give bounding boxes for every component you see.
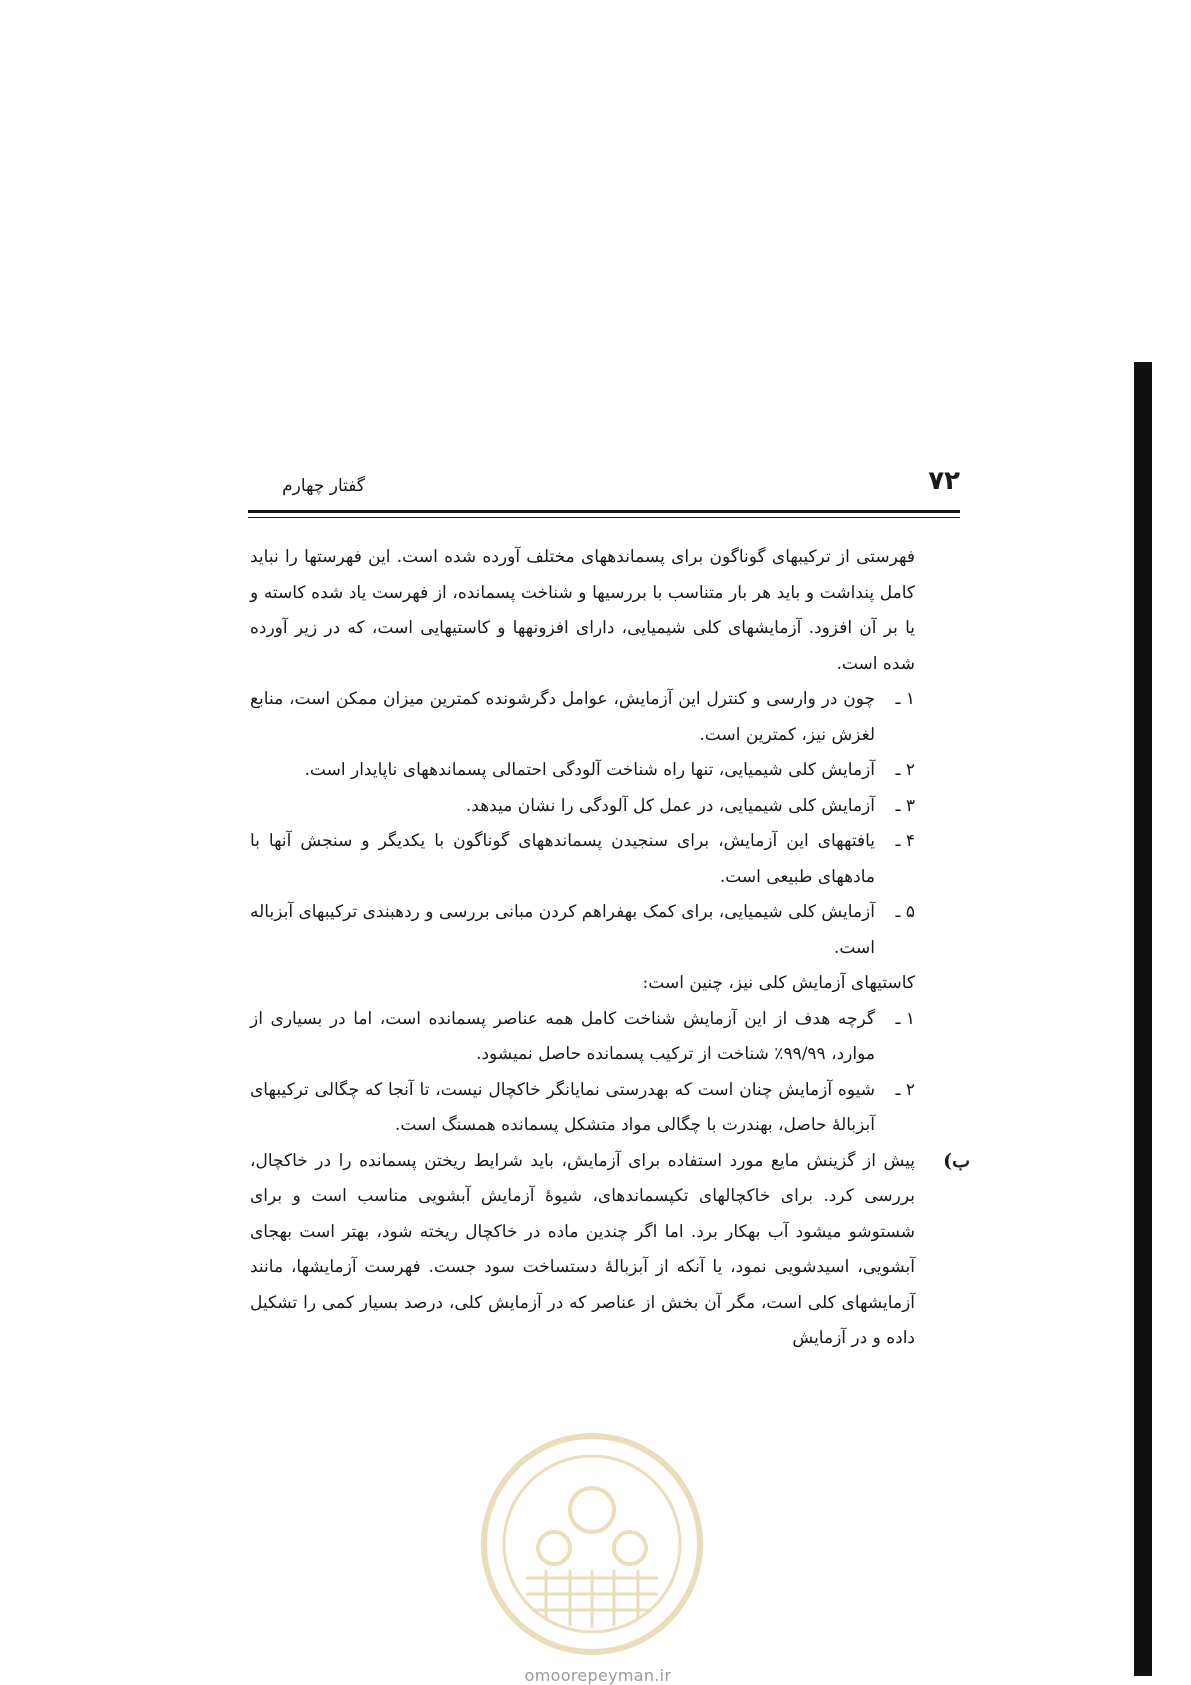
section-b-paragraph: پیش از گزینش مایع مورد استفاده برای آزمایش، باید شرایط ریختن پسمانده را در خاکچال، بررسی کرد. برای خاکچالهای تکپسماندهای، شیوهٔ آزمایش آبشویی مناسب است و برای شستوشو میشود آب بهکار برد. اما اگر چندین ماده در خاکچال ریخته شود، بهتر است بهجای آبشویی، اسیدشویی نمود، یا آنکه از آبزبالهٔ دستساخت سود جست. فهرست آزمایشها، مانند آزمایشهای کلی است، مگر آن بخش از عناصر که در آزمایش کلی، درصد بسیار کمی را تشکیل داده و در آزمایش xyxy=(250,1150,915,1348)
header-rule-thick xyxy=(248,510,960,513)
running-header xyxy=(248,466,960,506)
list-item-text: آزمایش کلی شیمیایی، تنها راه شناخت آلودگی احتمالی پسماندههای ناپایدار است. xyxy=(304,760,875,780)
list-item-number: ۲ ـ xyxy=(895,1079,915,1100)
list-item xyxy=(250,682,915,753)
scan-edge-bar xyxy=(1134,362,1152,1676)
list-item-text: چون در وارسی و کنترل این آزمایش، عوامل دگرشونده کمترین میزان ممکن است، منابع لغزش نیز، کمترین است. xyxy=(250,689,875,745)
disadvantages-list xyxy=(250,1002,915,1144)
disadvantages-heading: کاستیهای آزمایش کلی نیز، چنین است: xyxy=(642,973,915,993)
list-item-number: ۱ ـ xyxy=(895,1008,915,1029)
list-item-number: ۵ ـ xyxy=(895,902,915,922)
section-b-label: ب) xyxy=(943,1149,970,1172)
list-item-number: ۳ ـ xyxy=(895,795,915,816)
list-item-text: آزمایش کلی شیمیایی، در عمل کل آلودگی را نشان میدهد. xyxy=(465,795,875,816)
advantages-list xyxy=(250,682,915,966)
list-item xyxy=(250,789,915,825)
header-rule-thin xyxy=(248,517,960,518)
list-item-text: گرچه هدف از این آزمایش شناخت کامل همه عناصر پسمانده است، اما در بسیاری از موارد، ۹۹/۹۹٪ شناخت از ترکیب پسمانده حاصل نمیشود. xyxy=(250,1008,875,1064)
list-item-number: ۱ ـ xyxy=(895,689,915,709)
page-number: ۷۲ xyxy=(928,466,960,496)
intro-paragraph: فهرستی از ترکیبهای گوناگون برای پسماندههای مختلف آورده شده است. این فهرستها را نباید کامل پنداشت و باید هر بار متناسب با بررسیها و شناخت پسمانده، از فهرست یاد شده کاسته و یا بر آن افزود. آزمایشهای کلی شیمیایی، دارای افزونهها و کاستیهایی است، که در زیر آورده شده است. xyxy=(250,547,915,674)
list-item-number: ۲ ـ xyxy=(895,760,915,780)
section-b xyxy=(250,1144,970,1357)
chapter-title: گفتار چهارم xyxy=(282,476,365,496)
list-item xyxy=(250,1002,915,1073)
list-item-text: شیوه آزمایش چنان است که بهدرستی نمایانگر خاکچال نیست، تا آنجا که چگالی ترکیبهای آبزبالهٔ حاصل، بهندرت با چگالی مواد متشکل پسمانده همسنگ است. xyxy=(250,1079,875,1135)
list-item xyxy=(250,895,915,966)
list-item-text: یافتههای این آزمایش، برای سنجیدن پسماندههای گوناگون با یکدیگر و سنجش آنها با مادههای طبیعی است. xyxy=(250,831,875,887)
list-item xyxy=(250,824,915,895)
emblem-seal-watermark xyxy=(476,1428,708,1660)
list-item-text: آزمایش کلی شیمیایی، برای کمک بهفراهم کردن مبانی بررسی و ردهبندی ترکیبهای آبزباله است. xyxy=(250,902,875,958)
list-item xyxy=(250,1073,915,1144)
body-text xyxy=(250,540,970,1357)
list-item-number: ۴ ـ xyxy=(895,831,915,851)
list-item xyxy=(250,753,915,789)
site-watermark: omoorepeyman.ir xyxy=(524,1666,672,1685)
